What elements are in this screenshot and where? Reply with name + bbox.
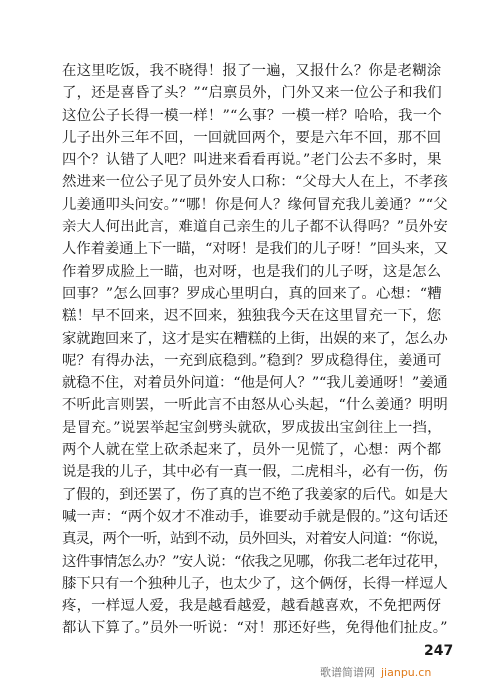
text-line: 膝下只有一个独种儿子，也太少了，这个俩伢，长得一样逗人 [62, 575, 448, 592]
text-line: 这件事情怎么办？”安人说：“依我之见哪，你我二老年过花甲， [62, 553, 448, 570]
text-line: 这位公子长得一模一样！”“么事？一模一样？哈哈，我一个 [62, 107, 442, 124]
watermark-site-name: 歌谱简谱网 [320, 666, 375, 679]
text-line: 真灵，两个一听，站到不动，员外回头，对着安人问道：“你说， [62, 531, 448, 548]
text-line: 人作着姜通上下一瞄，“对呀！是我们的儿子呀！”回头来，又 [62, 241, 448, 258]
text-line: 两个人就在堂上砍杀起来了，员外一见慌了，心想：两个都 [62, 442, 442, 459]
page-number: 247 [424, 643, 454, 659]
text-line: 糕！早不回来，迟不回来，独独我今天在这里冒充一下，您 [62, 308, 442, 325]
text-line: 在这里吃饭，我不晓得！报了一遍，又报什么？你是老糊涂 [62, 63, 442, 79]
text-line: 作着罗成脸上一瞄，也对呀，也是我们的儿子呀，这是怎么 [62, 263, 442, 280]
text-line: 说是我的儿子，其中必有一真一假，二虎相斗，必有一伤，伤 [62, 464, 448, 481]
text-line: 疼，一样逗人爱，我是越看越爱，越看越喜欢，不免把两伢 [62, 598, 442, 615]
text-line: 都认下算了。”员外一听说：“对！那还好些，免得他们扯皮。” [62, 620, 448, 637]
text-line: 是冒充。”说罢举起宝剑劈头就砍，罗成拔出宝剑往上一挡， [62, 419, 442, 436]
text-line: 就稳不住，对着员外问道：“他是何人？”“我儿姜通呀！”姜通 [62, 375, 448, 392]
watermark-url: jianpu.cn [381, 666, 432, 679]
text-line: 儿子出外三年不回，一回就回两个，要是六年不回，那不回 [62, 129, 442, 146]
text-line: 回事？”怎么回事？罗成心里明白，真的回来了。心想：“糟 [62, 285, 442, 302]
text-line: 儿姜通叩头问安。”“哪！你是何人？缘何冒充我儿姜通？”“父 [62, 196, 448, 213]
text-line: 喊一声：“两个奴才不准动手，谁要动手就是假的。”这句话还 [62, 508, 448, 525]
watermark [320, 664, 431, 680]
text-line: 不听此言则罢，一听此言不由怒从心头起，“什么姜通？明明 [62, 397, 448, 414]
body-text [62, 60, 448, 640]
text-line: 亲大人何出此言，难道自己亲生的儿子都不认得吗？”员外安 [62, 219, 448, 236]
text-line: 然进来一位公子见了员外安人口称：“父母大人在上，不孝孩 [62, 174, 448, 191]
text-line: 了假的，到还罢了，伤了真的岂不绝了我姜家的后代。如是大 [62, 486, 448, 503]
text-line: 家就跑回来了，这才是实在糟糕的上街，出娱的来了，怎么办 [62, 330, 448, 347]
text-line: 四个？认错了人吧？叫进来看看再说。”老门公去不多时，果 [62, 152, 442, 169]
text-line: 呢？有得办法，一充到底稳到。”稳到？罗成稳得住，姜通可 [62, 352, 442, 369]
text-line: 了，还是喜昏了头？”“启禀员外，门外又来一位公子和我们 [62, 85, 442, 102]
